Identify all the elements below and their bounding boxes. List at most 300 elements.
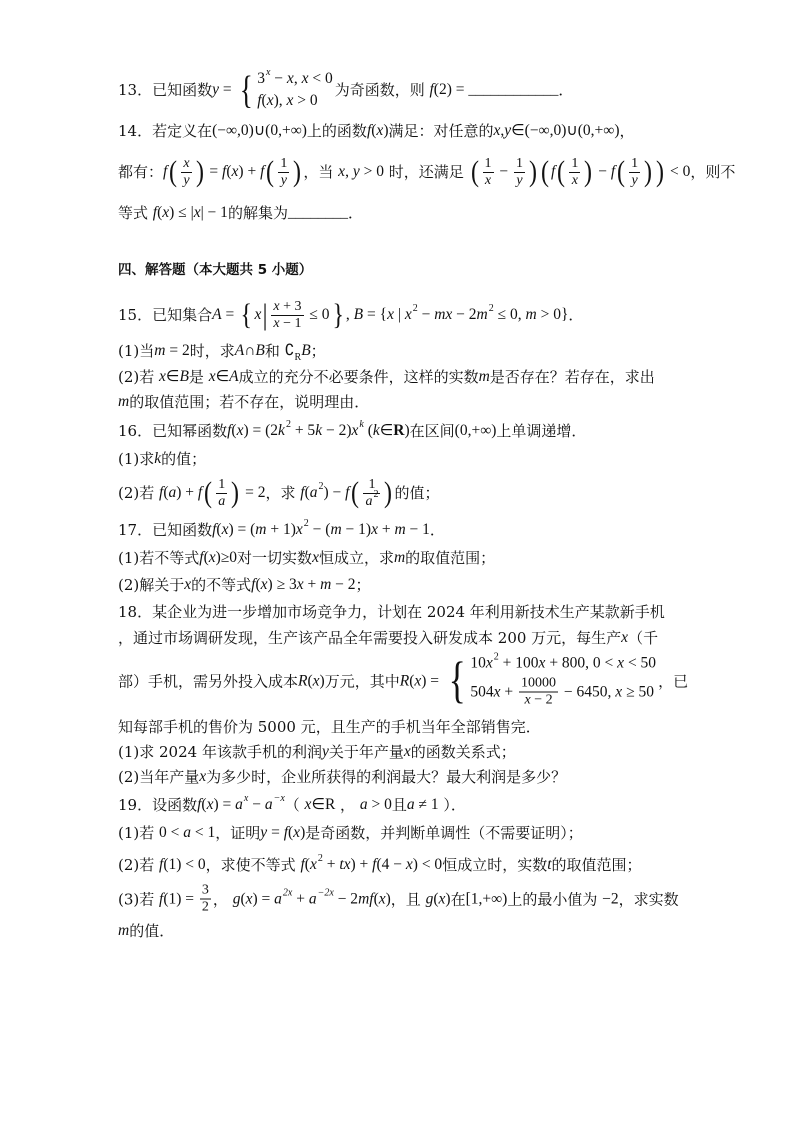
math-symbols: ( <box>363 422 373 439</box>
math-symbols: = <box>221 306 239 323</box>
math-variable: x <box>254 306 262 323</box>
math-expression <box>323 855 340 875</box>
math-variable: m <box>476 306 488 323</box>
text-run: ， <box>619 122 635 140</box>
math-expression <box>206 162 223 182</box>
math-symbols: ) + <box>238 163 261 180</box>
math-symbols: < 1 <box>191 824 216 841</box>
math-symbols: −2 <box>602 890 619 907</box>
math-variable: y <box>352 163 360 180</box>
math-expression <box>485 173 491 189</box>
math-expression <box>222 305 239 325</box>
text-run: 是否存在？若存在，求出 <box>489 368 655 386</box>
math-expression <box>296 520 309 540</box>
math-symbols: − <box>248 796 265 813</box>
math-expression <box>199 767 206 787</box>
text-run: 上的函数 <box>306 122 367 140</box>
question-18-part-1 <box>118 742 516 762</box>
superscript: 2 <box>412 303 418 314</box>
math-variable: mf <box>358 890 374 907</box>
fraction-numerator <box>483 156 494 173</box>
math-expression <box>345 162 353 182</box>
math-variable: x <box>376 122 384 139</box>
math-symbols: < 50 <box>624 654 657 672</box>
tall-delimiter: ) <box>529 155 537 188</box>
math-variable: x <box>621 629 629 646</box>
math-variable: x <box>615 683 623 700</box>
math-expression <box>209 367 216 387</box>
math-expression <box>413 855 442 875</box>
math-expression <box>421 671 443 691</box>
question-18-stem-line-4 <box>118 717 541 737</box>
math-variable: x <box>184 576 192 593</box>
math-symbols: + 5 <box>290 422 316 439</box>
math-expression <box>201 203 228 223</box>
math-variable: x <box>371 521 378 538</box>
math-expression <box>255 341 264 361</box>
math-symbols: 1 <box>516 155 523 171</box>
math-expression <box>363 305 387 325</box>
math-variable: m <box>525 306 537 323</box>
math-symbols: ) = (2 <box>243 422 279 439</box>
text-run: (2)若 <box>118 856 160 874</box>
piecewise-brace: { <box>240 68 254 112</box>
math-symbols: ) = <box>213 796 236 813</box>
math-expression <box>166 367 180 387</box>
math-expression <box>313 671 320 691</box>
math-symbols: ( <box>304 484 310 501</box>
math-expression <box>330 520 341 540</box>
math-symbols: )≥0 <box>215 549 238 566</box>
math-variable: x <box>208 549 216 566</box>
math-expression <box>169 483 177 503</box>
math-variable: f <box>300 856 305 873</box>
text-run: ，求使不等式 <box>205 856 301 874</box>
math-symbols: (0,+∞) <box>454 422 497 439</box>
math-variable: x <box>312 549 319 566</box>
text-run: ，求 <box>265 484 301 502</box>
math-expression <box>304 575 321 595</box>
text-run: ）． <box>438 796 466 814</box>
math-symbols: − <box>270 70 287 87</box>
text-run: 13．已知函数 <box>118 81 213 99</box>
fraction <box>629 156 640 189</box>
text-run: 为多少时，企业所获得的利润最大？最大利润是多少？ <box>206 768 567 786</box>
math-symbols: , <box>345 306 354 323</box>
math-expression <box>358 889 374 909</box>
text-run: 对一切实数 <box>237 549 313 567</box>
math-variable: x <box>493 683 501 700</box>
math-expression <box>434 80 469 100</box>
text-run: 的取值范围；若不存在，说明理由． <box>129 393 370 411</box>
math-variable: x <box>295 521 303 538</box>
tall-delimiter: ( <box>557 155 566 188</box>
math-symbols: (4 − <box>376 856 406 873</box>
math-expression <box>339 855 350 875</box>
math-expression <box>287 91 294 111</box>
math-expression <box>504 121 511 141</box>
math-variable: m <box>154 342 166 359</box>
text-run: 成立的充分不必要条件，这样的实数 <box>238 368 479 386</box>
text-run: 的不等式 <box>191 576 252 594</box>
tall-delimiter: ) <box>584 155 593 188</box>
math-symbols: (2) = <box>433 81 469 98</box>
math-symbols: ( <box>255 576 261 593</box>
math-variable: x <box>162 204 170 221</box>
fraction <box>216 477 227 510</box>
math-variable: x <box>338 163 346 180</box>
math-variable: f <box>212 521 217 538</box>
math-variable: f <box>197 796 202 813</box>
text-run: 恒成立，求 <box>318 549 394 567</box>
math-variable: B <box>301 342 311 359</box>
math-expression <box>202 900 209 916</box>
question-14-line-3 <box>118 203 363 223</box>
text-run: ． <box>347 204 363 222</box>
math-expression <box>526 305 537 325</box>
fraction-denominator <box>216 494 227 510</box>
math-variable: x <box>617 654 625 672</box>
math-expression <box>311 795 335 815</box>
superscript: 2 <box>303 518 309 529</box>
math-symbols: ≠ 1 <box>414 796 439 813</box>
tall-delimiter: ( <box>541 155 549 188</box>
math-symbols: (−∞,0)∪(0,+∞) <box>212 122 307 139</box>
math-expression <box>270 69 287 89</box>
math-expression <box>194 203 201 223</box>
math-variable: x <box>206 796 214 813</box>
text-run: 的函数关系式； <box>410 743 516 761</box>
math-variable: y <box>321 743 329 760</box>
fraction-denominator <box>629 173 640 189</box>
math-variable: x <box>159 368 166 385</box>
text-run: 上单调递增． <box>496 422 587 440</box>
math-variable: x <box>309 856 317 873</box>
math-symbols: 504 <box>470 683 494 700</box>
math-variable: m <box>255 521 267 538</box>
text-run: (1)求 2024 年该款手机的利润 <box>118 743 322 761</box>
superscript: 2 <box>373 488 379 500</box>
math-expression <box>621 628 628 648</box>
superscript: x <box>243 793 249 804</box>
superscript: −x <box>273 793 285 804</box>
math-variable: f <box>551 163 556 180</box>
math-variable: g <box>425 890 434 907</box>
math-expression <box>551 162 555 182</box>
math-expression <box>394 305 405 325</box>
question-17-part-1 <box>118 548 495 568</box>
math-symbols: (1) = <box>163 890 198 907</box>
math-expression <box>265 795 285 815</box>
math-symbols: − 2 <box>452 306 477 323</box>
piecewise-row <box>257 91 332 111</box>
math-symbols: ) + <box>176 484 198 501</box>
math-variable: x <box>286 70 294 87</box>
math-expression <box>418 305 435 325</box>
math-expression <box>278 421 291 441</box>
math-variable: m <box>330 521 342 538</box>
math-variable: x <box>351 422 359 439</box>
math-expression <box>260 162 264 182</box>
fraction-numerator <box>181 156 191 173</box>
math-symbols: < 0 <box>308 70 333 87</box>
math-variable: x <box>245 890 253 907</box>
math-expression <box>280 299 302 315</box>
math-variable: a <box>274 890 282 907</box>
math-expression <box>202 883 209 899</box>
fraction-numerator <box>216 477 227 494</box>
math-symbols: ( <box>201 796 207 813</box>
math-symbols: ) <box>383 122 389 139</box>
math-expression <box>218 477 225 493</box>
math-symbols: 2 <box>201 899 209 915</box>
math-variable: x <box>266 92 274 109</box>
math-expression <box>154 449 161 469</box>
math-expression <box>248 795 265 815</box>
math-symbols: ∩ <box>244 342 256 359</box>
text-run: 16．已知幂函数 <box>118 422 228 440</box>
math-symbols: ) <box>445 890 451 907</box>
math-expression <box>169 203 194 223</box>
math-symbols: + 3 <box>279 298 302 314</box>
text-run: (1)若不等式 <box>118 549 200 567</box>
math-expression <box>405 305 418 325</box>
math-symbols: | − 1 <box>200 204 228 221</box>
math-expression <box>235 341 244 361</box>
text-run: 为奇函数，则 <box>334 81 430 99</box>
math-symbols: = <box>218 81 236 98</box>
math-variable: a <box>365 493 373 509</box>
math-expression <box>268 575 297 595</box>
text-run: 15．已知集合 <box>118 306 213 324</box>
question-13-stem <box>118 69 573 111</box>
math-variable: a <box>183 824 192 841</box>
math-expression <box>501 682 518 702</box>
math-expression <box>267 520 296 540</box>
math-expression <box>368 795 392 815</box>
math-variable: f <box>251 576 256 593</box>
math-symbols: ∈ <box>379 422 394 439</box>
math-expression <box>406 855 413 875</box>
math-expression <box>353 162 360 182</box>
math-symbols: ∈(−∞,0)∪(0,+∞) <box>511 122 620 139</box>
math-variable: A <box>212 306 222 323</box>
math-expression <box>310 483 324 503</box>
math-symbols: ( <box>373 890 379 907</box>
math-expression <box>213 795 235 815</box>
math-variable: f <box>366 122 372 139</box>
math-expression <box>301 341 310 361</box>
fraction-denominator <box>514 173 525 189</box>
math-symbols: ≥ 50 <box>622 683 654 700</box>
math-variable: a <box>235 796 243 813</box>
math-variable: f <box>283 824 288 841</box>
text-run: 的解集为 <box>227 204 288 222</box>
math-expression <box>233 889 241 909</box>
math-expression <box>360 162 384 182</box>
fraction-denominator <box>271 316 303 332</box>
math-symbols: < 0 <box>666 163 691 180</box>
text-run: 是奇函数，并判断单调性（不需要证明）； <box>305 824 583 842</box>
math-variable: B <box>179 368 189 385</box>
text-run: 18．某企业为进一步增加市场竞争力，计划在 2024 年利用新技术生产某款新手机 <box>118 603 665 621</box>
math-variable: A <box>234 342 245 359</box>
math-symbols: ) + <box>350 856 373 873</box>
math-expression <box>572 173 578 189</box>
math-symbols: (1) < 0 <box>163 856 206 873</box>
math-variable: A <box>229 368 239 385</box>
math-expression <box>274 889 292 909</box>
math-symbols: = <box>205 163 223 180</box>
math-expression <box>179 367 188 387</box>
math-expression <box>406 520 430 540</box>
math-variable: a <box>264 796 273 813</box>
tall-delimiter: ) <box>231 476 240 509</box>
fraction-numerator <box>519 676 558 693</box>
math-expression <box>291 421 315 441</box>
math-variable: f <box>300 484 305 501</box>
math-expression <box>312 548 319 568</box>
fraction-denominator <box>278 173 289 189</box>
fraction-denominator <box>181 173 191 189</box>
superscript: 2 <box>317 853 323 864</box>
text-run: (1)当 <box>118 342 155 360</box>
math-expression <box>479 367 490 387</box>
question-17-stem <box>118 520 445 540</box>
math-expression <box>342 520 371 540</box>
math-expression <box>393 421 404 441</box>
tall-delimiter: ) <box>644 155 653 188</box>
math-symbols: − <box>417 306 435 323</box>
math-expression <box>315 421 322 441</box>
math-expression <box>309 889 334 909</box>
math-symbols: ∈ <box>165 368 180 385</box>
math-variable: f <box>199 549 204 566</box>
math-expression <box>261 575 268 595</box>
math-variable: f <box>163 163 168 180</box>
math-variable: k <box>154 450 162 467</box>
math-expression <box>376 855 405 875</box>
math-expression <box>407 795 415 815</box>
math-symbols: − 1) <box>341 521 372 538</box>
math-expression <box>494 305 526 325</box>
math-variable: x <box>304 796 312 813</box>
text-run: 在 <box>450 890 466 908</box>
math-expression <box>470 654 486 674</box>
math-symbols: ( <box>240 890 246 907</box>
math-variable: f <box>260 163 265 180</box>
math-symbols: − 2 <box>333 890 359 907</box>
math-expression <box>244 341 255 361</box>
math-expression <box>212 80 219 100</box>
math-variable: x <box>484 172 492 188</box>
math-symbols: [1,+∞) <box>465 890 508 907</box>
question-15-part-1 <box>118 341 326 361</box>
piecewise-function <box>445 651 657 709</box>
math-expression <box>560 682 615 702</box>
tall-delimiter: ) <box>656 155 665 188</box>
math-expression <box>426 889 434 909</box>
text-run: ，通过市场调研发现，生产该产品全年需要投入研发成本 200 万元，每生产 <box>118 629 622 647</box>
text-run: 的值． <box>129 922 175 940</box>
math-expression <box>400 671 409 691</box>
math-variable: x <box>231 163 239 180</box>
math-symbols: + <box>322 856 340 873</box>
math-variable: m <box>320 576 332 593</box>
math-expression <box>537 305 569 325</box>
math-variable: B <box>353 306 364 323</box>
math-variable: f <box>222 163 227 180</box>
math-expression <box>373 421 380 441</box>
math-expression <box>511 121 619 141</box>
math-expression <box>320 575 331 595</box>
math-expression <box>306 305 330 325</box>
fraction-numerator <box>569 156 580 173</box>
math-variable: tx <box>339 856 351 873</box>
answer-blank: ____________ <box>468 82 559 98</box>
math-expression <box>322 742 329 762</box>
math-expression <box>246 889 253 909</box>
superscript: 2x <box>282 887 293 898</box>
math-variable: x <box>312 672 320 689</box>
math-expression <box>305 795 312 815</box>
math-symbols: 1 <box>280 155 288 171</box>
math-variable: f <box>372 856 377 873</box>
math-symbols: 1 <box>218 476 226 492</box>
text-run: （千 <box>628 629 659 647</box>
math-expression <box>163 855 205 875</box>
math-symbols: , <box>345 163 353 180</box>
math-symbols: ( <box>203 549 209 566</box>
superscript: −2x <box>317 887 334 898</box>
math-variable: y <box>260 824 268 841</box>
math-expression <box>345 483 349 503</box>
math-symbols: ) <box>300 824 306 841</box>
math-symbols: ) = ( <box>228 521 256 538</box>
math-expression <box>232 162 239 182</box>
math-expression <box>310 855 323 875</box>
math-symbols: ) = <box>252 890 275 907</box>
fraction-numerator <box>200 883 211 900</box>
math-expression <box>539 654 546 674</box>
text-run: 的取值范围； <box>551 856 642 874</box>
superscript: 2 <box>318 481 324 492</box>
text-run: ； <box>355 576 371 594</box>
math-expression <box>257 69 270 89</box>
math-symbols: 10 <box>470 654 486 672</box>
math-symbols: + 800, 0 < <box>545 654 618 672</box>
math-variable: a <box>168 484 177 501</box>
math-variable: a <box>309 484 318 501</box>
fraction <box>363 477 380 510</box>
fraction-numerator <box>271 299 303 316</box>
math-variable: x <box>273 298 280 314</box>
math-expression <box>516 173 522 189</box>
question-16-part-2 <box>118 475 439 511</box>
math-variable: y <box>212 81 219 98</box>
math-symbols: = 2 <box>241 484 266 501</box>
fraction-numerator <box>629 156 640 173</box>
math-variable: x <box>485 654 493 672</box>
math-symbols: + 1) <box>266 521 296 538</box>
math-variable: x <box>571 172 578 188</box>
math-variable: y <box>516 172 523 188</box>
math-variable: x <box>286 92 294 109</box>
math-symbols: − 2) <box>322 422 352 439</box>
math-variable: x <box>296 576 304 593</box>
text-run: ． <box>429 521 445 539</box>
piecewise-row <box>470 676 656 709</box>
